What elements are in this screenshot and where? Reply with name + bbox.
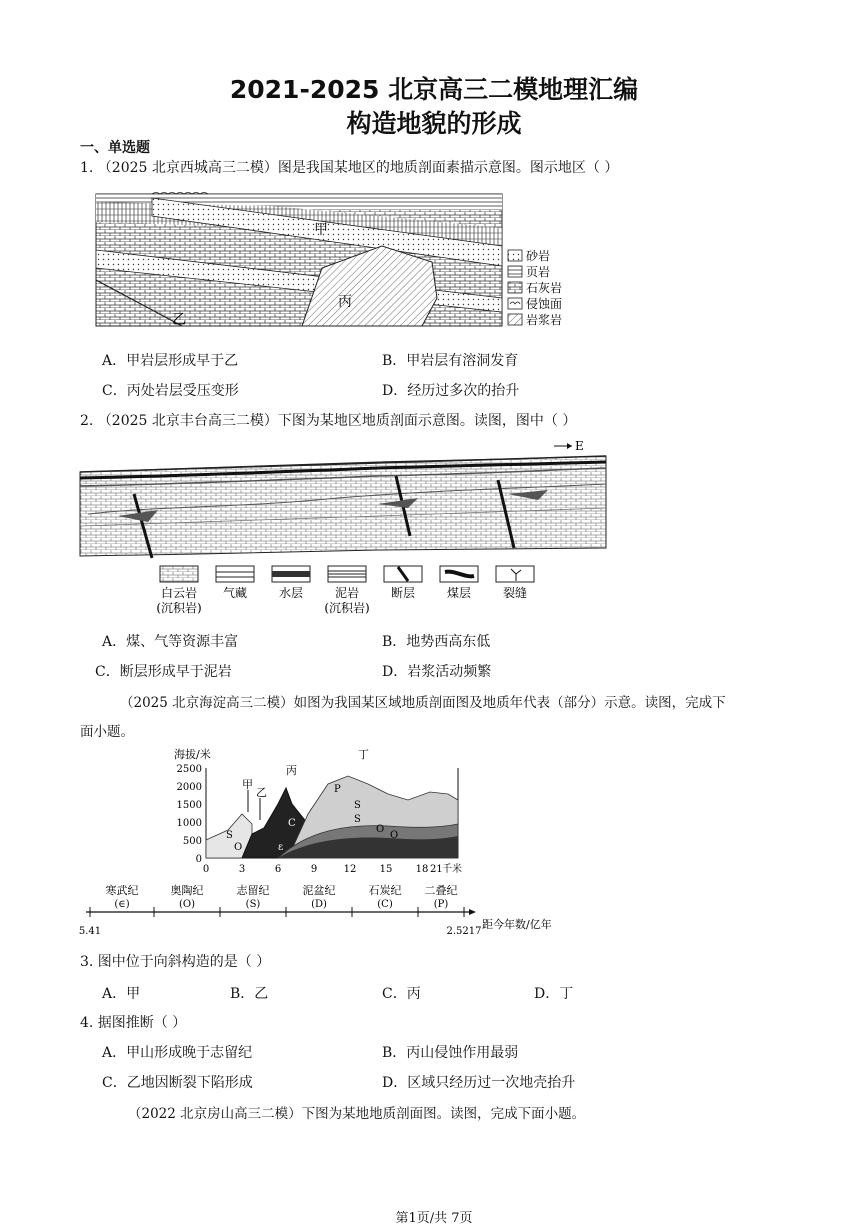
q4-option-d[interactable]: D．区域只经历过一次地壳抬升 (382, 1075, 576, 1091)
question-1-stem: 1. （2025 北京西城高三二模）图是我国某地区的地质剖面素描示意图。图示地区（ ） (80, 160, 619, 176)
period-3-code: (D) (311, 899, 327, 910)
stratum-p: P (334, 784, 341, 795)
q2-legend-4: 断层 (390, 586, 416, 600)
document-subtitle: 构造地貌的形成 (346, 109, 522, 138)
ytick-0: 2500 (176, 764, 202, 775)
q2-legend-2: 水层 (278, 586, 304, 600)
q1-option-c[interactable]: C．丙处岩层受压变形 (102, 383, 239, 399)
q2-option-c[interactable]: C．断层形成早于泥岩 (95, 664, 232, 680)
xtick-0: 0 (202, 864, 210, 875)
q1-label-jia: 甲 (314, 222, 328, 238)
q2-east-label: E (575, 439, 584, 453)
q2-legend-3: 泥岩 (334, 586, 360, 600)
xtick-5: 15 (379, 864, 393, 875)
stratum-s2: S (354, 814, 361, 825)
q3-option-d[interactable]: D．丁 (534, 986, 574, 1002)
timeline-start: 5.41 (78, 926, 102, 937)
q2-option-d[interactable]: D．岩浆活动频繁 (382, 664, 492, 680)
q34-y-axis-label: 海拔/米 (174, 748, 211, 761)
period-5-code: (P) (433, 899, 449, 910)
q1-option-b[interactable]: B．甲岩层有溶洞发育 (382, 353, 519, 369)
xtick-4: 12 (343, 864, 357, 875)
stratum-c: C (288, 818, 296, 829)
xtick-6: 18 (415, 864, 429, 875)
xtick-7: 21 (430, 864, 443, 875)
q1-legend-0: 砂岩 (526, 249, 551, 263)
peak-bing: 丙 (286, 764, 297, 777)
section-heading: 一、单选题 (80, 140, 150, 156)
question-3-stem: 3. 图中位于向斜构造的是（ ） (80, 954, 271, 970)
period-0: 寒武纪 (105, 884, 139, 897)
ytick-1: 2000 (176, 782, 202, 793)
q5-intro: （2022 北京房山高三二模）下图为某地地质剖面图。读图，完成下面小题。 (128, 1106, 586, 1122)
period-1: 奥陶纪 (170, 884, 204, 897)
xtick-1: 3 (238, 864, 246, 875)
timeline-label: 距今年数/亿年 (482, 918, 552, 931)
ytick-4: 500 (182, 836, 202, 847)
period-0-code: (∈) (114, 899, 130, 910)
q3-option-c[interactable]: C．丙 (382, 986, 421, 1002)
q4-option-c[interactable]: C．乙地因断裂下陷形成 (102, 1075, 253, 1091)
q34-profile-figure (168, 744, 468, 876)
stratum-e: ε (278, 842, 284, 853)
period-3: 泥盆纪 (302, 884, 336, 897)
q2-legend-6: 裂缝 (502, 586, 528, 600)
period-2: 志留纪 (236, 884, 270, 897)
stratum-o3: O (234, 842, 243, 853)
stratum-s3: S (226, 830, 233, 841)
document-title: 2021-2025 北京高三二模地理汇编 (229, 75, 639, 104)
period-5: 二叠纪 (424, 884, 458, 897)
q1-geologic-section-figure (92, 188, 582, 330)
q1-legend-2: 石灰岩 (526, 281, 563, 295)
period-4: 石炭纪 (368, 884, 402, 897)
peak-ding: 丁 (358, 748, 369, 761)
ytick-3: 1000 (176, 818, 202, 829)
q1-option-a[interactable]: A．甲岩层形成早于乙 (102, 353, 239, 369)
q4-option-b[interactable]: B．丙山侵蚀作用最弱 (382, 1045, 519, 1061)
stratum-o2: O (390, 830, 399, 841)
q1-label-bing: 丙 (338, 294, 352, 310)
stratum-o1: O (376, 824, 385, 835)
x-unit: 千米 (442, 864, 462, 875)
q1-legend-3: 侵蚀面 (526, 297, 563, 311)
q1-label-yi: 乙 (172, 312, 186, 328)
q34-geologic-time-scale (78, 880, 578, 938)
q1-legend-1: 页岩 (526, 265, 551, 279)
ytick-2: 1500 (176, 800, 202, 811)
q4-option-a[interactable]: A．甲山形成晚于志留纪 (102, 1045, 253, 1061)
peak-jia: 甲 (242, 778, 253, 791)
question-4-stem: 4. 据图推断（ ） (80, 1015, 187, 1031)
q34-y-ticks (177, 764, 202, 865)
xtick-3: 9 (310, 864, 318, 875)
q34-x-ticks (203, 862, 462, 875)
timeline-end: 2.5217 (446, 926, 482, 937)
q1-legend-4: 岩浆岩 (526, 313, 563, 327)
q2-legend-1: 气藏 (222, 586, 248, 600)
xtick-2: 6 (274, 864, 282, 875)
page-footer: 第1页/共 7页 (395, 1211, 473, 1226)
q3-option-a[interactable]: A．甲 (102, 986, 141, 1002)
ytick-5: 0 (195, 854, 202, 865)
peak-yi: 乙 (256, 786, 267, 799)
period-2-code: (S) (245, 899, 261, 910)
q2-legend-0: 白云岩 (160, 586, 198, 600)
q2-legend-3-sub: (沉积岩) (324, 601, 370, 615)
q2-legend-5: 煤层 (446, 586, 472, 600)
q3-option-b[interactable]: B．乙 (230, 986, 269, 1002)
q2-geologic-section-figure (78, 436, 608, 561)
q2-option-b[interactable]: B．地势西高东低 (382, 634, 491, 650)
q34-intro-line1: （2025 北京海淀高三二模）如图为我国某区域地质剖面图及地质年代表（部分）示意。读图，完成下 (120, 695, 726, 711)
q2-legend-0-sub: (沉积岩) (156, 601, 202, 615)
question-2-stem: 2. （2025 北京丰台高三二模）下图为某地区地质剖面示意图。读图，图中（ ） (80, 413, 577, 429)
q2-legend (150, 564, 550, 624)
stratum-s1: S (354, 800, 361, 811)
q1-option-d[interactable]: D．经历过多次的抬升 (382, 383, 520, 399)
q2-option-a[interactable]: A．煤、气等资源丰富 (102, 634, 239, 650)
q34-intro-line2: 面小题。 (80, 724, 134, 740)
q1-legend (508, 248, 562, 327)
period-1-code: (O) (178, 899, 196, 910)
period-4-code: (C) (377, 899, 393, 910)
